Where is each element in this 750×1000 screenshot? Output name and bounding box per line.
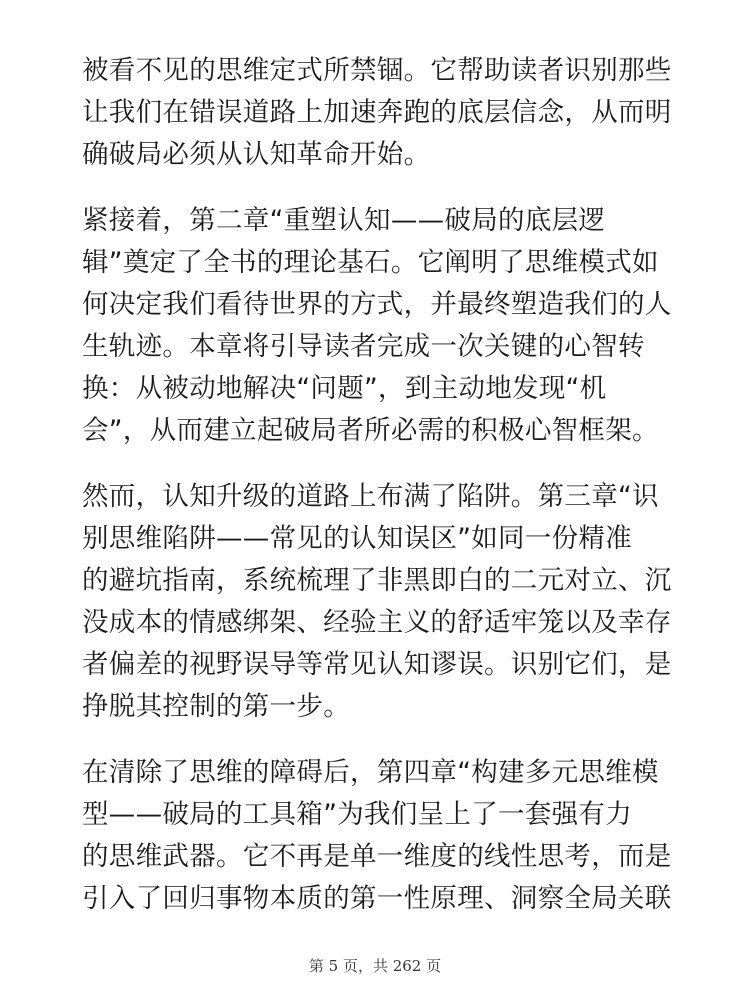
text-line: 紧接着，第二章“重塑认知——破局的底层逻 [82,205,606,236]
paragraph-4 [82,752,670,920]
text-line: 别思维陷阱——常见的认知误区”如同一份精准 [82,523,633,554]
text-line: 辑”奠定了全书的理论基石。它阐明了思维模式如 [82,247,659,278]
text-line: 的思维武器。它不再是单一维度的线性思考，而是 [82,841,672,872]
text-line: 何决定我们看待世界的方式，并最终塑造我们的人 [82,289,672,320]
text-line: 者偏差的视野误导等常见认知谬误。识别它们，是 [82,649,672,680]
text-line: 然而，认知升级的道路上布满了陷阱。第三章“识 [82,481,659,512]
text-line: 引入了回归事物本质的第一性原理、洞察全局关联 [82,883,672,914]
text-line: 会”，从而建立起破局者所必需的积极心智框架。 [82,415,659,446]
paragraph-1 [82,50,670,176]
paragraph-2 [82,200,670,452]
page-number-footer: 第 5 页，共 262 页 [308,957,442,975]
text-line: 挣脱其控制的第一步。 [82,691,350,722]
text-line: 没成本的情感绑架、经验主义的舒适牢笼以及幸存 [82,607,672,638]
text-line: 被看不见的思维定式所禁锢。它帮助读者识别那些 [82,55,672,86]
paragraph-3 [82,476,670,728]
text-line: 的避坑指南，系统梳理了非黑即白的二元对立、沉 [82,565,672,596]
text-line: 让我们在错误道路上加速奔跑的底层信念，从而明 [82,97,672,128]
text-line: 换：从被动地解决“问题”，到主动地发现“机 [82,373,607,404]
text-line: 型——破局的工具箱”为我们呈上了一套强有力 [82,799,633,830]
text-line: 确破局必须从认知革命开始。 [82,139,431,170]
text-line: 在清除了思维的障碍后，第四章“构建多元思维模 [82,757,659,788]
text-line: 生轨迹。本章将引导读者完成一次关键的心智转 [82,331,645,362]
body-text [82,50,670,920]
